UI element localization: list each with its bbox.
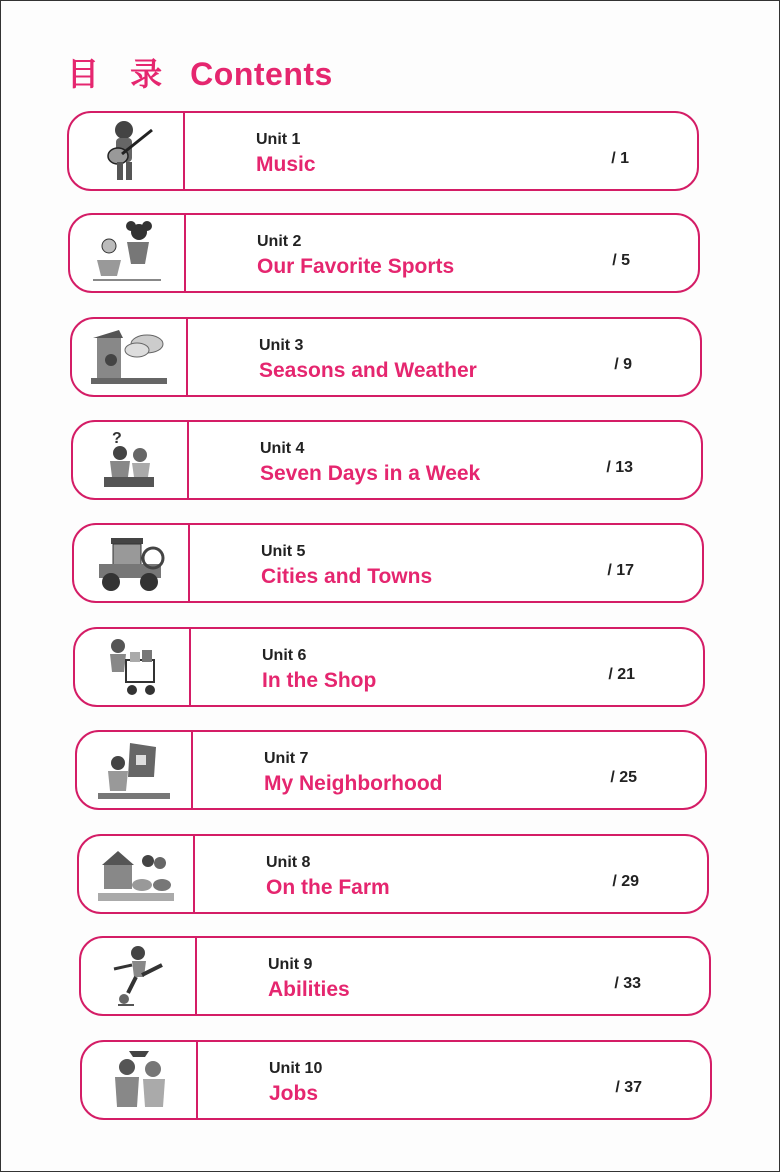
page-number: / 37: [615, 1079, 642, 1096]
unit-number: Unit 7: [264, 750, 309, 767]
unit-number: Unit 1: [256, 131, 301, 148]
unit-number: Unit 5: [261, 543, 306, 560]
workers-characters-icon: [82, 1042, 198, 1118]
toc-entry-unit-4[interactable]: [71, 420, 703, 500]
unit-title[interactable]: Seasons and Weather: [259, 359, 477, 382]
unit-title[interactable]: Cities and Towns: [261, 565, 433, 588]
page-title: [67, 49, 333, 95]
unit-title[interactable]: Seven Days in a Week: [260, 462, 481, 485]
page-number: / 5: [612, 252, 630, 269]
page-title-chinese: 目 录: [67, 55, 173, 93]
unit-number: Unit 9: [268, 956, 313, 973]
unit-title[interactable]: Music: [256, 153, 316, 176]
toc-entry-unit-6[interactable]: [73, 627, 705, 707]
page-title-english: Contents: [190, 56, 333, 92]
toc-entry-unit-8[interactable]: [77, 834, 709, 914]
question-characters-icon: [73, 422, 189, 498]
page-number: / 21: [608, 666, 635, 683]
unit-number: Unit 3: [259, 337, 304, 354]
svg-text:?: ?: [112, 430, 122, 447]
unit-title[interactable]: My Neighborhood: [264, 772, 443, 795]
unit-number: Unit 6: [262, 647, 307, 664]
toc-entry-unit-3[interactable]: [70, 317, 702, 397]
toc-entry-unit-1[interactable]: [67, 111, 699, 191]
page-number: / 17: [607, 562, 634, 579]
tractor-vehicle-icon: [74, 525, 190, 601]
unit-number: Unit 10: [269, 1060, 323, 1077]
toc-entry-unit-10[interactable]: [80, 1040, 712, 1120]
unit-number: Unit 2: [257, 233, 302, 250]
unit-title[interactable]: Our Favorite Sports: [257, 255, 455, 278]
unit-title[interactable]: In the Shop: [262, 669, 377, 692]
page-number: / 25: [610, 769, 637, 786]
unit-number: Unit 8: [266, 854, 311, 871]
toc-entry-unit-5[interactable]: [72, 523, 704, 603]
farm-scene-icon: [79, 836, 195, 912]
unit-number: Unit 4: [260, 440, 305, 457]
page-number: / 33: [614, 975, 641, 992]
page-number: / 13: [606, 459, 633, 476]
sports-characters-icon: [70, 215, 186, 291]
neighborhood-scene-icon: [77, 732, 193, 808]
unit-title[interactable]: On the Farm: [266, 876, 390, 899]
weather-scene-icon: [72, 319, 188, 395]
shopping-cart-icon: [75, 629, 191, 705]
kicking-character-icon: [81, 938, 197, 1014]
toc-entry-unit-2[interactable]: [68, 213, 700, 293]
unit-title[interactable]: Abilities: [268, 978, 350, 1001]
page-number: / 29: [612, 873, 639, 890]
guitar-player-icon: [69, 113, 185, 189]
unit-title[interactable]: Jobs: [269, 1082, 319, 1105]
page-number: / 1: [611, 150, 629, 167]
toc-entry-unit-9[interactable]: [79, 936, 711, 1016]
toc-entry-unit-7[interactable]: [75, 730, 707, 810]
page-number: / 9: [614, 356, 632, 373]
